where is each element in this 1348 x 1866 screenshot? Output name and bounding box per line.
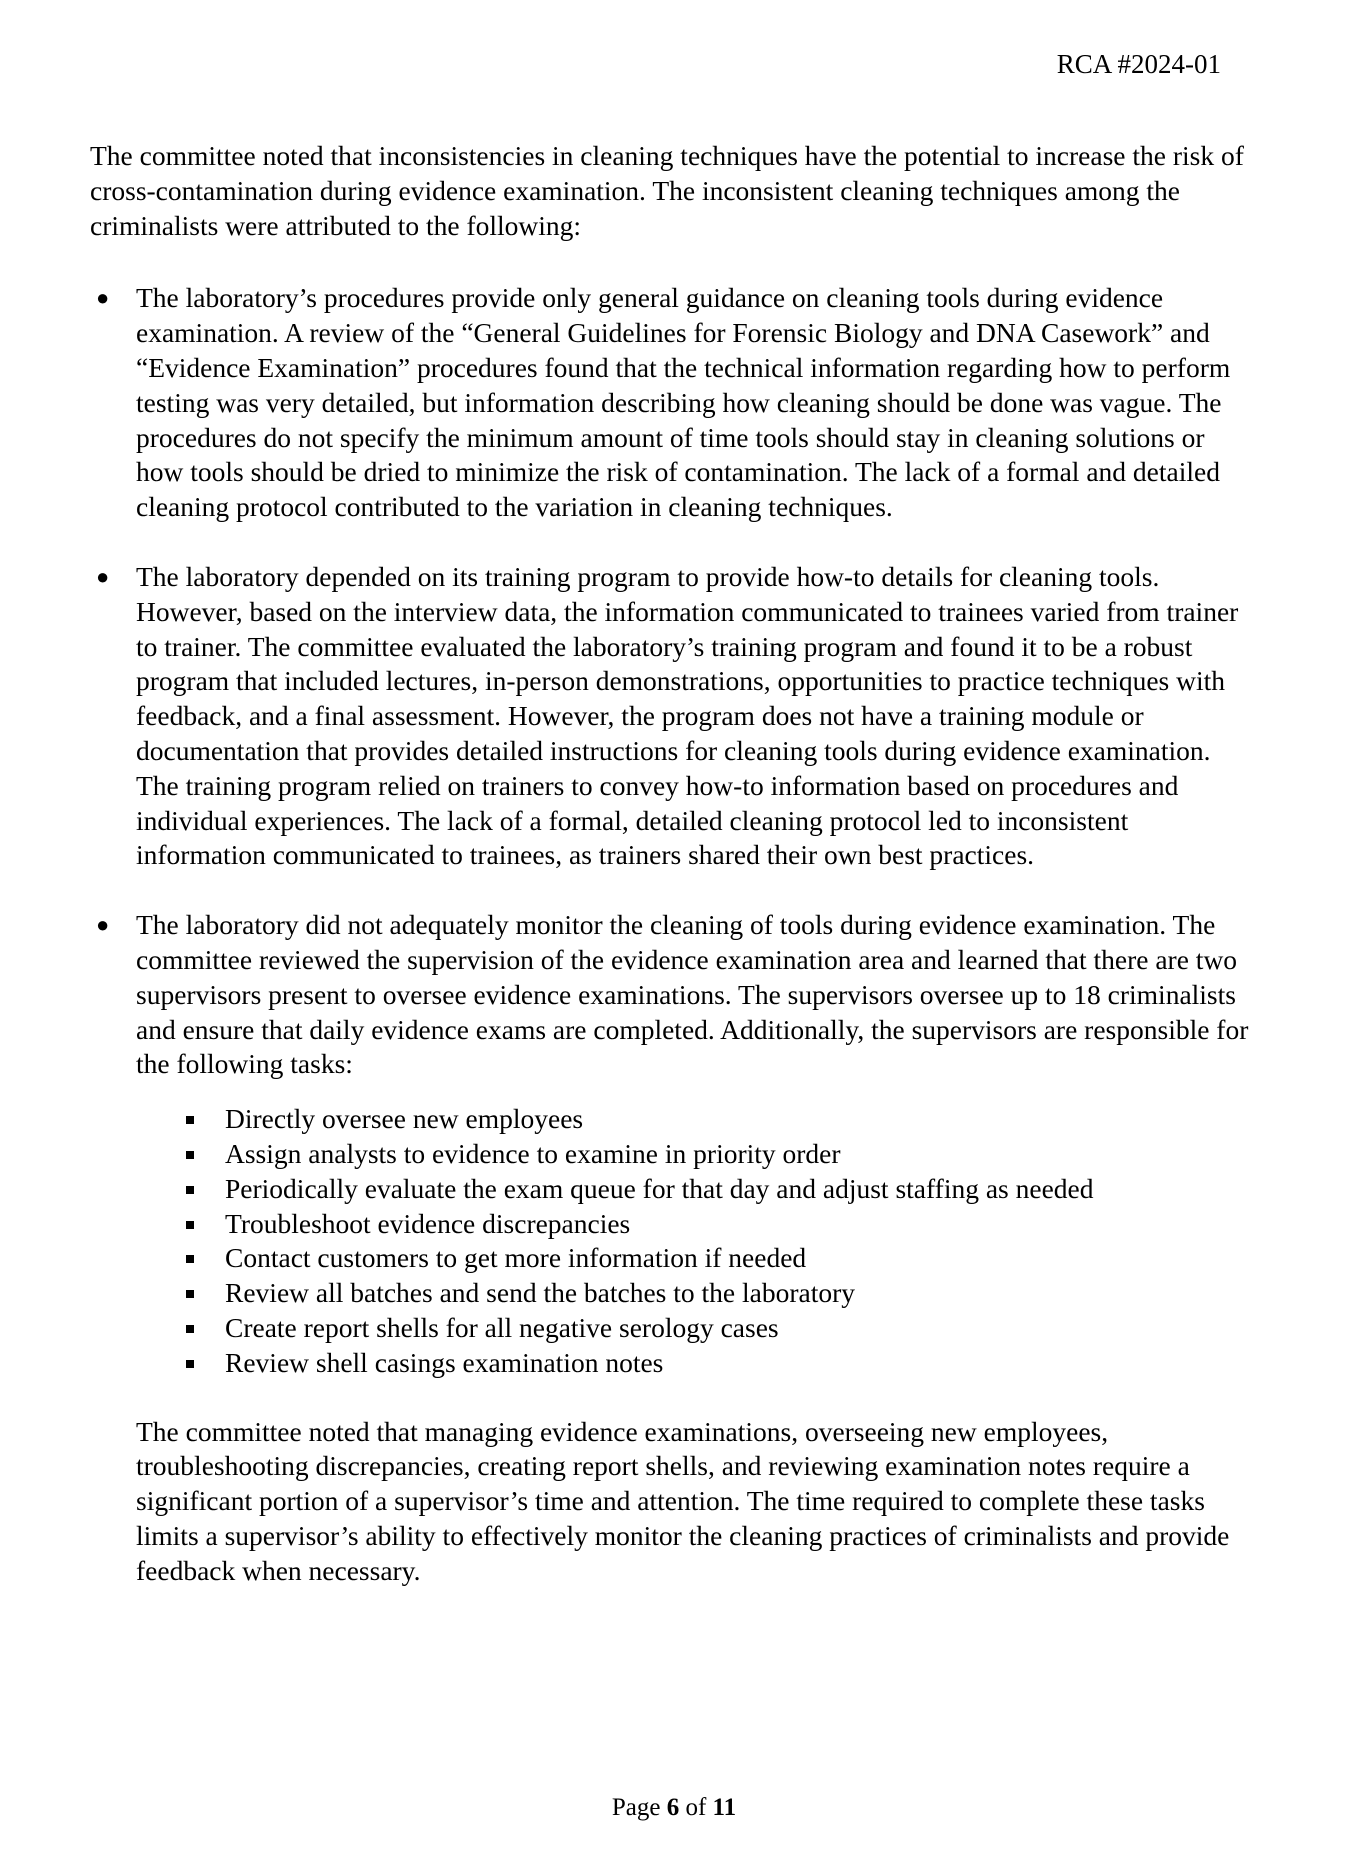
square-bullet-icon: [186, 1290, 194, 1298]
task-text: Create report shells for all negative serology cases: [225, 1311, 779, 1343]
page-label: Page: [611, 1794, 661, 1821]
cause-bullet-monitoring: [90, 908, 1250, 1380]
task-text: Review all batches and send the batches to the laboratory: [225, 1277, 855, 1309]
square-bullet-icon: [186, 1255, 194, 1263]
task-item: [136, 1207, 1250, 1242]
square-bullet-icon: [186, 1325, 194, 1333]
current-page-number: 6: [666, 1794, 680, 1821]
task-item: [136, 1346, 1250, 1381]
task-item: [136, 1311, 1250, 1346]
intro-paragraph: The committee noted that inconsistencies in cleaning techniques have the potential to increase the risk of cross-contamination during evidence examination. The inconsistent cleaning techniques among the criminalists were attributed to the following:: [90, 140, 1244, 241]
task-item: [136, 1102, 1250, 1137]
closing-paragraph: The committee noted that managing evidence examinations, overseeing new employees, troubleshooting discrepancies, creating report shells, and reviewing examination notes require a significant portion of a supervisor’s time and attention. The time required to complete these tasks limits a supervisor’s ability to effectively monitor the cleaning practices of criminalists and provide feedback when necessary.: [136, 1415, 1230, 1586]
task-text: Directly oversee new employees: [225, 1103, 584, 1135]
square-bullet-icon: [186, 1116, 194, 1124]
task-text: Contact customers to get more information if needed: [225, 1242, 807, 1274]
bullet-text: The laboratory’s procedures provide only general guidance on cleaning tools during evidence examination. A review of the “General Guidelines for Forensic Biology and DNA Casework” and “Evidence Examination” procedures found that the technical information regarding how to perform testing was very detailed, but information describing how cleaning should be done was vague. The procedures do not specify the minimum amount of time tools should stay in cleaning solutions or how tools should be dried to minimize the risk of contamination. The lack of a formal and detailed cleaning protocol contributed to the variation in cleaning techniques.: [136, 282, 1231, 523]
task-text: Assign analysts to evidence to examine in priority order: [225, 1137, 841, 1169]
cause-bullet-procedures: [90, 281, 1250, 525]
bullet-text: The laboratory depended on its training program to provide how-to details for cleaning tools. However, based on the interview data, the information communicated to trainees varied from trainer to trainer. The committee evaluated the laboratory’s training program and found it to be a robust program that included lectures, in-person demonstrations, opportunities to practice techniques with feedback, and a final assessment. However, the program does not have a training module or documentation that provides detailed instructions for cleaning tools during evidence examination. The training program relied on trainers to convey how-to information based on procedures and individual experiences. The lack of a formal, detailed cleaning protocol led to inconsistent information communicated to trainees, as trainers shared their own best practices.: [136, 560, 1239, 871]
total-pages-number: 11: [712, 1794, 737, 1821]
cause-bullet-training: [90, 560, 1250, 873]
page-number-footer: [0, 1792, 1348, 1824]
of-label: of: [685, 1794, 707, 1821]
cause-bullet-list: [90, 281, 1250, 1380]
bullet-dot-icon: ●: [96, 563, 110, 589]
supervisor-task-list: [136, 1102, 1250, 1380]
square-bullet-icon: [186, 1360, 194, 1368]
bullet-dot-icon: ●: [96, 912, 110, 938]
task-text: Troubleshoot evidence discrepancies: [225, 1207, 631, 1239]
task-item: [136, 1241, 1250, 1276]
task-text: Periodically evaluate the exam queue for that day and adjust staffing as needed: [225, 1172, 1094, 1204]
bullet-text: The laboratory did not adequately monitor the cleaning of tools during evidence examination. The committee reviewed the supervision of the evidence examination area and learned that there are two supervisors present to oversee evidence examinations. The supervisors oversee up to 18 criminalists and ensure that daily evidence exams are completed. Additionally, the supervisors are responsible for the following tasks:: [136, 909, 1249, 1080]
task-item: [136, 1276, 1250, 1311]
square-bullet-icon: [186, 1186, 194, 1194]
task-item: [136, 1172, 1250, 1207]
square-bullet-icon: [186, 1151, 194, 1159]
bullet-dot-icon: ●: [96, 285, 110, 311]
square-bullet-icon: [186, 1221, 194, 1229]
task-item: [136, 1137, 1250, 1172]
page-body: [90, 139, 1250, 1588]
task-text: Review shell casings examination notes: [225, 1346, 664, 1378]
document-id-header: RCA #2024-01: [1056, 49, 1221, 79]
